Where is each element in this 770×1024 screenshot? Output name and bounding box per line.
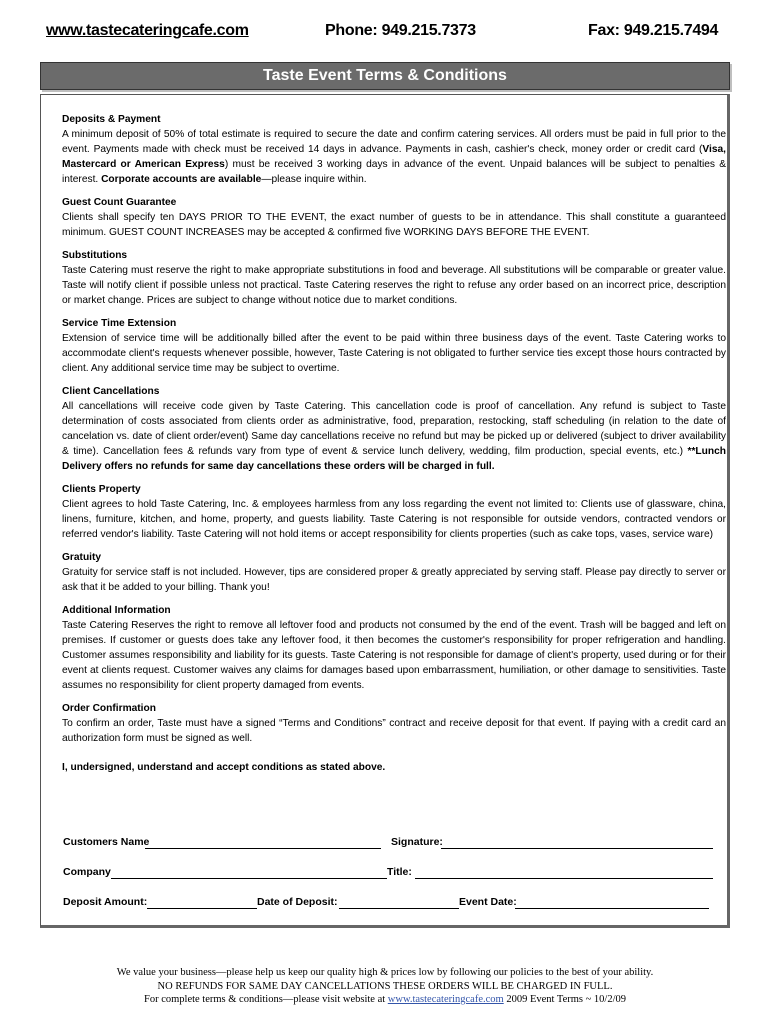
footer-website-link[interactable]: www.tastecateringcafe.com: [387, 994, 504, 1005]
footer-text: 2009 Event Terms ~ 10/2/09: [503, 994, 627, 1005]
page-title: Taste Event Terms & Conditions: [263, 67, 507, 84]
form-row-name: [63, 836, 715, 852]
deposit-amount-field[interactable]: [147, 908, 257, 909]
form-row-deposit: [63, 896, 715, 912]
event-date-label: Event Date:: [459, 896, 517, 908]
title-banner: [40, 62, 730, 90]
section-service-time: [62, 316, 726, 376]
website-link[interactable]: www.tastecateringcafe.com: [46, 22, 249, 39]
body-text: ) must be received 3 working days in advance of the event. Unpaid balances will be subject to penalties & interest.: [62, 159, 726, 185]
footer-line-1: We value your business—please help us keep our quality high & prices low by following our policies to the best of your ability.: [116, 967, 654, 978]
company-field[interactable]: [111, 878, 387, 879]
title-field[interactable]: [415, 878, 713, 879]
section-title: Substitutions: [62, 250, 128, 261]
section-title: Gratuity: [62, 552, 102, 563]
corporate-accounts: Corporate accounts are available: [101, 174, 262, 185]
deposit-amount-label: Deposit Amount:: [63, 896, 148, 908]
form-row-company: [63, 866, 715, 882]
section-title: Order Confirmation: [62, 703, 156, 714]
section-order-confirmation: [62, 701, 726, 746]
section-body: Extension of service time will be additionally billed after the event to be paid within three business days of the event. Taste Catering works to accommodate client's requests whenever possible, however, Taste Catering is not obligated to further service ties except those hours contracted by client. Any additional service time may be subject to overtime.: [62, 333, 726, 374]
section-title: Guest Count Guarantee: [62, 197, 177, 208]
section-body: Taste Catering must reserve the right to make appropriate substitutions in food and beverage. All substitutions will be comparable or greater value. Taste will notify client if possible unless not practical. Taste Catering reserves the right to refuse any order based on an incorrect price, description or market change. Prices are subject to change without notice due to market conditions.: [62, 265, 726, 306]
body-text: All cancellations will receive code given by Taste Catering. This cancellation code is proof of cancellation. Any refund is subject to Taste determination of costs associated from clients order as administrative, food, preparation, restocking, staff scheduling (in relation to the date of cancelation vs. date of client order/event) Same day cancellations receive no refund but may be picked up or delivered (subject to driver availability & time). Cancellation fees & refunds vary from type of event & service lunch delivery, wedding, film production, special events, etc.): [62, 401, 726, 457]
footer-text: For complete terms & conditions—please visit website at: [143, 994, 388, 1005]
section-body: Gratuity for service staff is not included. However, tips are considered proper & greatly appreciated by serving staff. Please pay directly to server or ask that it be added to your billing. Thank you!: [62, 567, 726, 593]
footer-line-3: [0, 993, 770, 1007]
event-date-field[interactable]: [515, 908, 709, 909]
date-of-deposit-label: Date of Deposit:: [257, 896, 338, 908]
terms-content: [62, 112, 726, 789]
fax-number: Fax: 949.215.7494: [588, 22, 719, 39]
phone-number: Phone: 949.215.7373: [325, 22, 476, 39]
section-body: To confirm an order, Taste must have a signed “Terms and Conditions” contract and receive deposit for that event. If paying with a credit card an authorization form must be signed as well.: [62, 718, 726, 744]
section-deposits: [62, 112, 726, 187]
section-substitutions: [62, 248, 726, 308]
customer-name-label: Customers Name: [63, 836, 150, 848]
section-title: Service Time Extension: [62, 318, 177, 329]
date-of-deposit-field[interactable]: [339, 908, 459, 909]
section-cancellations: [62, 384, 726, 474]
body-text: A minimum deposit of 50% of total estimate is required to secure the date and confirm catering services. All orders must be paid in full prior to the event. Payments made with check must be received 14 days in advance. Payments in cash, cashier's check, money order or credit card (: [62, 129, 726, 155]
section-title: Clients Property: [62, 484, 141, 495]
footer-line-2: NO REFUNDS FOR SAME DAY CANCELLATIONS THESE ORDERS WILL BE CHARGED IN FULL.: [157, 980, 613, 992]
section-additional: [62, 603, 726, 693]
section-guest-count: [62, 195, 726, 240]
body-text: —please inquire within.: [261, 174, 367, 185]
header-bar: [0, 22, 770, 48]
signature-field[interactable]: [441, 848, 713, 849]
acknowledgement-statement: I, undersigned, understand and accept conditions as stated above.: [62, 762, 386, 773]
section-title: Additional Information: [62, 605, 171, 616]
title-label: Title:: [387, 866, 412, 878]
section-body: Client agrees to hold Taste Catering, Inc. & employees harmless from any loss regarding the event not limited to: Clients use of glassware, china, linens, furniture, kitchen, and home, property, and guests liability. Taste Catering is not responsible for outside vendors, contracted vendors or referred vendor's liability. Taste Catering will not hold items or accept responsibility for clients properties (such as cake tops, vases, service ware): [62, 499, 726, 540]
customer-name-field[interactable]: [145, 848, 381, 849]
section-gratuity: [62, 550, 726, 595]
section-title: Deposits & Payment: [62, 114, 161, 125]
signature-label: Signature:: [391, 836, 443, 848]
section-title: Client Cancellations: [62, 386, 160, 397]
section-property: [62, 482, 726, 542]
section-body: [62, 399, 726, 474]
section-body: [62, 127, 726, 187]
accepted-cards: Visa, Mastercard or American Express: [62, 144, 726, 170]
footer: [0, 966, 770, 1007]
section-body: Taste Catering Reserves the right to remove all leftover food and products not consumed by the end of the event. Trash will be bagged and left on premises. If customer or guests does take any leftover food, it then becomes the customer's responsibility for proper refrigeration and handling. Customer assumes responsibility and liability for its guests. Taste Catering is not responsible for damage of client's property, used during or for their event at clients request. Customer waives any claims for damages based upon embarrassment, humiliation, or other damage to sensitivities. Taste assumes no responsibility for client property damaged from events.: [62, 620, 726, 691]
lunch-delivery-notice: **Lunch Delivery offers no refunds for same day cancellations these orders will be charged in full.: [62, 446, 726, 472]
company-label: Company: [63, 866, 111, 878]
section-body: Clients shall specify ten DAYS PRIOR TO THE EVENT, the exact number of guests to be in attendance. This shall constitute a guaranteed minimum. GUEST COUNT INCREASES may be accepted & confirmed five WORKING DAYS BEFORE THE EVENT.: [62, 212, 726, 238]
